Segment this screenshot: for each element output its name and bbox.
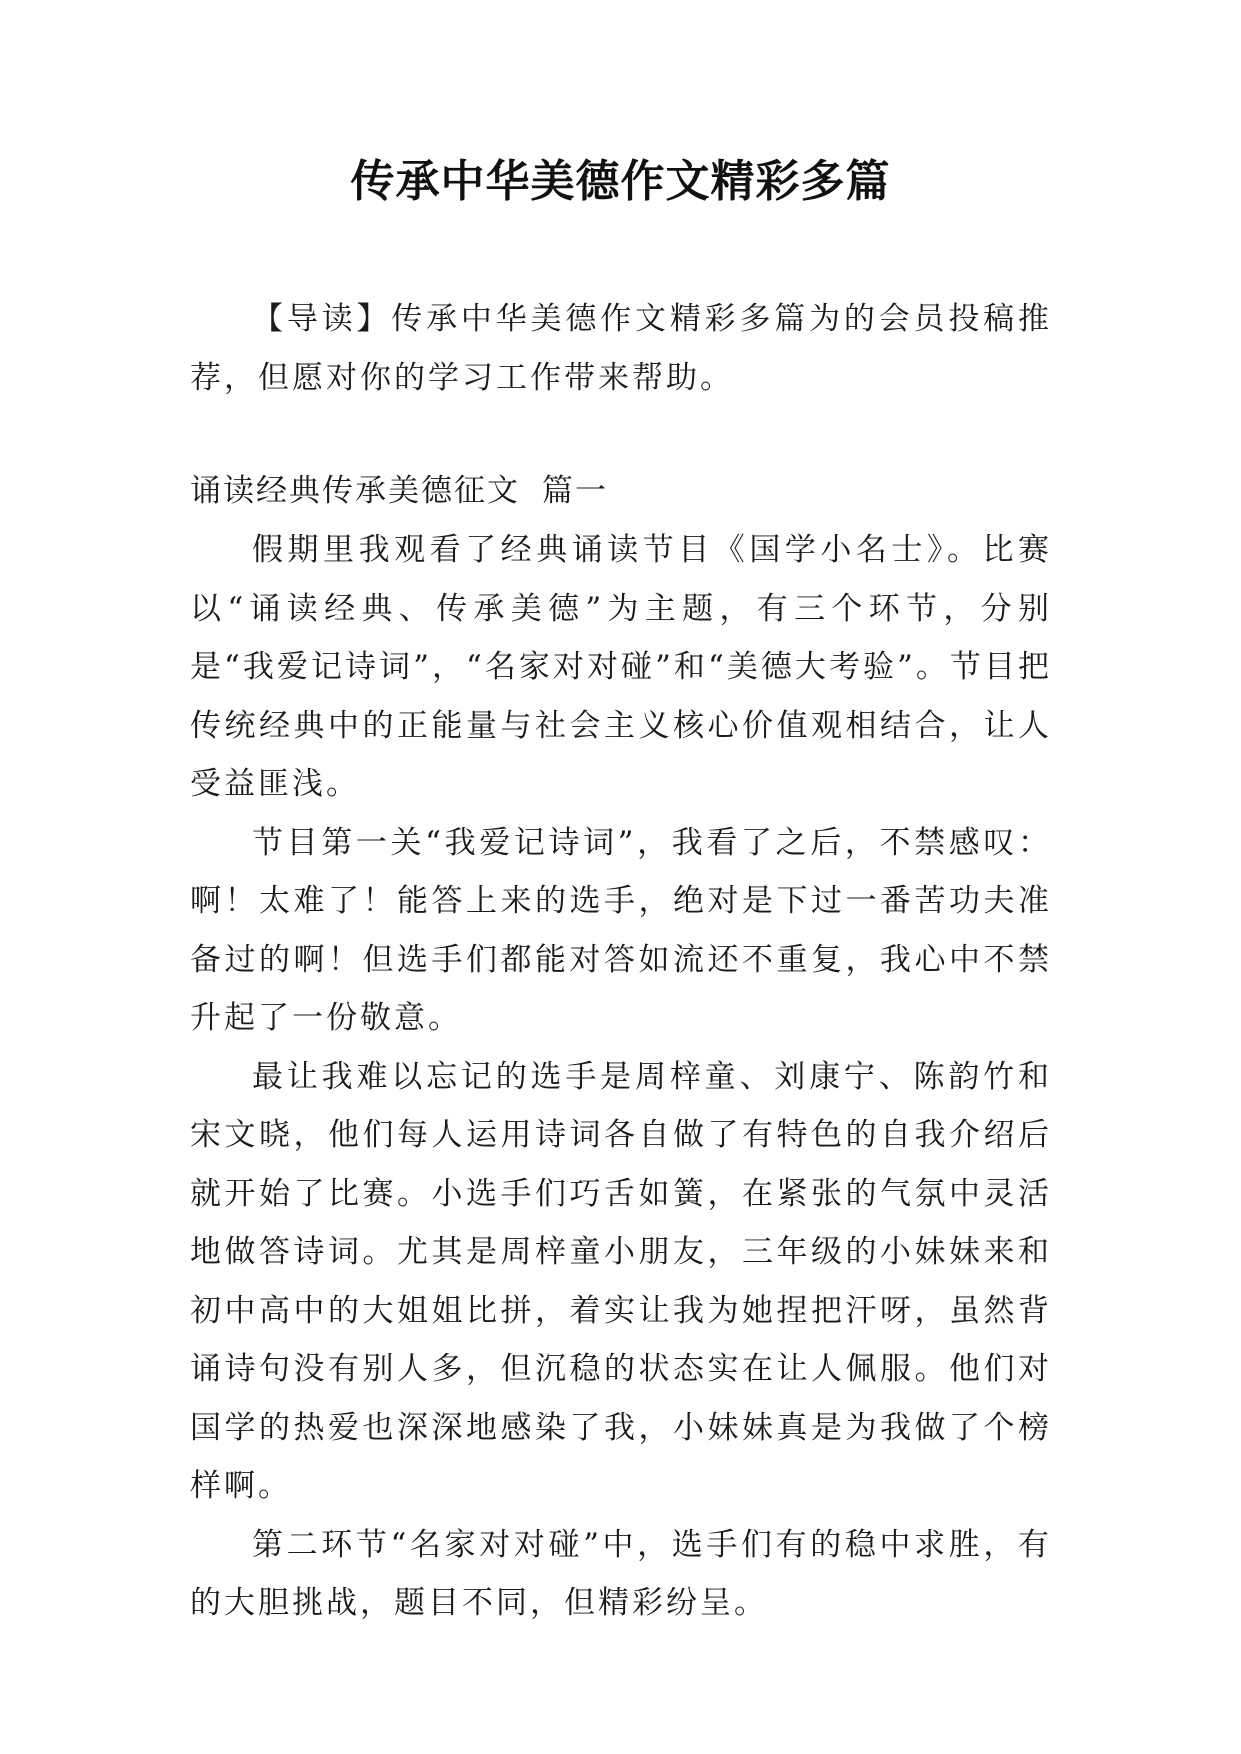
- intro-paragraph: 【导读】传承中华美德作文精彩多篇为的会员投稿推荐，但愿对你的学习工作带来帮助。: [190, 301, 1052, 396]
- intro-block: [190, 290, 1052, 407]
- article-body: [190, 521, 1052, 1633]
- paragraph: 最让我难以忘记的选手是周梓童、刘康宁、陈韵竹和宋文晓，他们每人运用诗词各自做了有特色的自我介绍后就开始了比赛。小选手们巧舌如簧，在紧张的气氛中灵活地做答诗词。尤其是周梓童小朋友，三年级的小妹妹来和初中高中的大姐姐比拼，着实让我为她捏把汗呀，虽然背诵诗句没有别人多，但沉稳的状态实在让人佩服。他们对国学的热爱也深深地感染了我，小妹妹真是为我做了个榜样啊。: [190, 1058, 1052, 1504]
- paragraph: 节目第一关“我爱记诗词”，我看了之后，不禁感叹：啊！太难了！能答上来的选手，绝对是下过一番苦功夫准备过的啊！但选手们都能对答如流还不重复，我心中不禁升起了一份敬意。: [190, 824, 1052, 1036]
- document-title: 传承中华美德作文精彩多篇: [350, 156, 891, 207]
- section-heading: [190, 462, 1052, 521]
- paragraph: 第二环节“名家对对碰”中，选手们有的稳中求胜，有的大胆挑战，题目不同，但精彩纷呈。: [190, 1526, 1052, 1621]
- paragraph: 假期里我观看了经典诵读节目《国学小名士》。比赛以“诵读经典、传承美德”为主题，有三个环节，分别是“我爱记诗词”，“名家对对碰”和“美德大考验”。节目把传统经典中的正能量与社会主义核心价值观相结合，让人受益匪浅。: [190, 532, 1052, 802]
- section-title: 诵读经典传承美德征文: [190, 473, 520, 509]
- section-label: 篇一: [542, 473, 608, 509]
